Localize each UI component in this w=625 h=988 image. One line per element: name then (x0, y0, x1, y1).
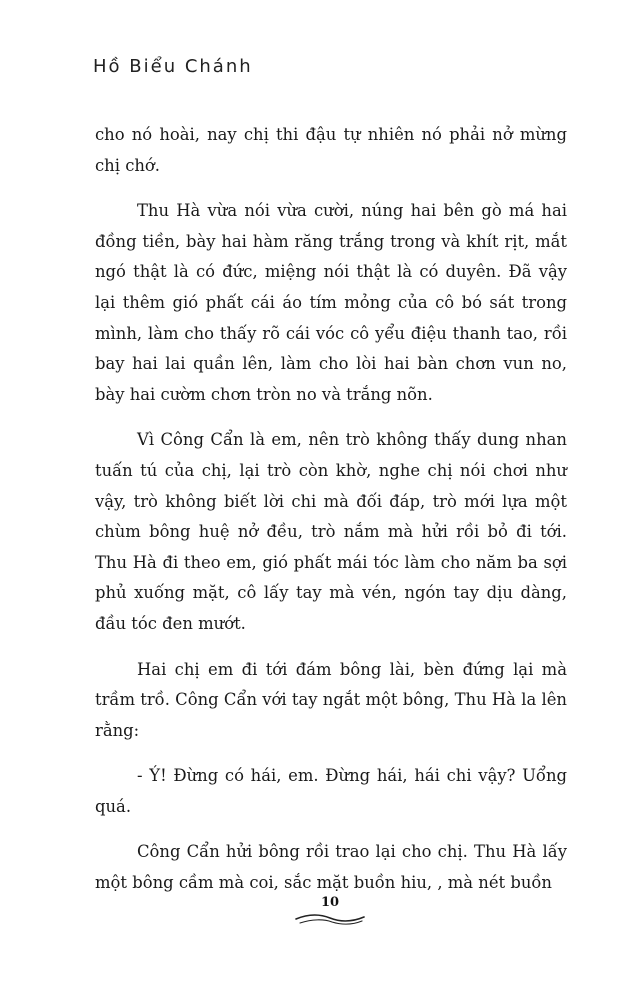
paragraph-continuation: cho nó hoài, nay chị thi đậu tự nhiên nó phải nở mừng chị chớ. (95, 125, 567, 175)
running-header: Hồ Biểu Chánh (93, 56, 253, 77)
dialogue-paragraph: - Ý! Đừng có hái, em. Đừng hái, hái chi vậy? Uổng quá. (95, 766, 567, 816)
page-footer (290, 895, 370, 927)
paragraph: Công Cẩn hửi bông rồi trao lại cho chị. Thu Hà lấy một bông cầm mà coi, sắc mặt buồn hiu, , mà nét buồn (95, 842, 567, 893)
paragraph: Hai chị em đi tới đám bông lài, bèn đứng lại mà trầm trồ. Công Cẩn với tay ngắt một bông, Thu Hà la lên rằng: (95, 659, 567, 740)
page-number: 10 (320, 895, 340, 910)
body-text (95, 120, 567, 914)
paragraph: Thu Hà vừa nói vừa cười, núng hai bên gò má hai đồng tiền, bày hai hàm răng trắng trong và khít rịt, mắt ngó thật là có đức, miệng nói thật là có duyên. Đã vậy lại thêm gió phất cái áo tím mỏng của cô bó sát trong mình, làm cho thấy rõ cái vóc cô yểu điệu thanh tao, rồi bay hai lai quần lên, làm cho lòi hai bàn chơn vun no, bày hai cườm chơn tròn no và trắng nõn. (95, 201, 567, 404)
swash-ornament-icon (294, 913, 366, 927)
paragraph: Vì Công Cẩn là em, nên trò không thấy dung nhan tuấn tú của chị, lại trò còn khờ, nghe chị nói chơi như vậy, trò không biết lời chi mà đối đáp, trò mới lựa một chùm bông huệ nở đều, trò nắm mà hửi rồi bỏ đi tới. Thu Hà đi theo em, gió phất mái tóc làm cho năm ba sợi phủ xuống mặt, cô lấy tay mà vén, ngón tay dịu dàng, đầu tóc đen mướt. (95, 430, 567, 633)
